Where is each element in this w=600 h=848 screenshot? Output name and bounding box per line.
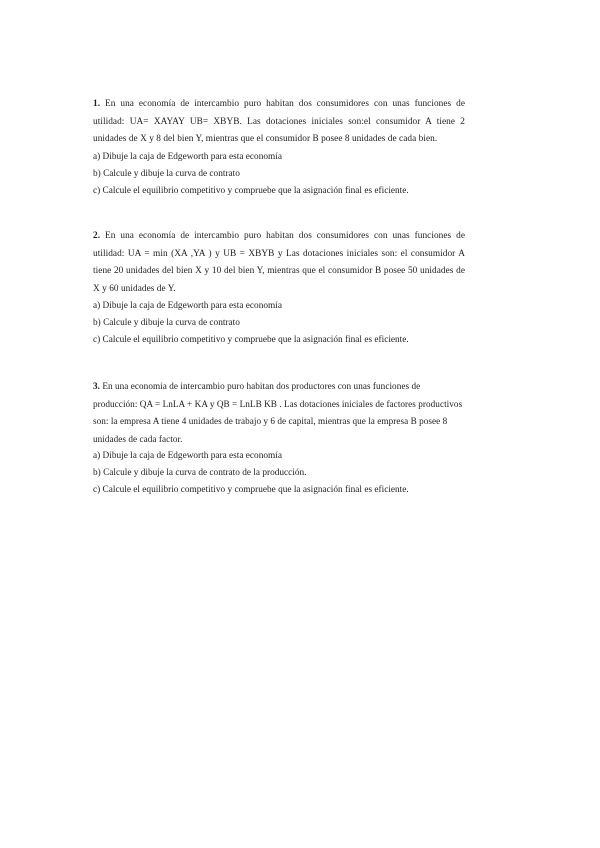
exercise-statement bbox=[93, 228, 465, 298]
statement-text: En una economía de intercambio puro habitan dos productores con unas funciones de producción: QA = LnLA + KA y QB = LnLB KB . Las dotaciones iniciales de factores productivos son: la empresa A tiene 4 unidades de trabajo y 6 de capital, mientras que la empresa B posee 8 unidades de cada factor. bbox=[93, 381, 463, 444]
exercise-2 bbox=[93, 228, 465, 349]
exercise-item-c: c) Calcule el equilibrio competitivo y compruebe que la asignación final es eficiente. bbox=[93, 335, 409, 345]
exercise-number: 1. bbox=[93, 99, 101, 109]
statement-text: En una economía de intercambio puro habitan dos consumidores con unas funciones de utilidad: UA= XAYAY UB= XBYB. Las dotaciones iniciales son:el consumidor A tiene 2 unidades de X y 8 del bien Y, mientras que el consumidor B posee 8 unidades de cada bien. bbox=[93, 99, 466, 144]
exercise-1 bbox=[93, 96, 465, 200]
exercise-item-a: a) Dibuje la caja de Edgeworth para esta economía bbox=[93, 151, 282, 162]
exercise-item-b: b) Calcule y dibuje la curva de contrato bbox=[93, 318, 240, 328]
exercise-item-c: c) Calcule el equilibrio competitivo y compruebe que la asignación final es eficiente. bbox=[93, 185, 409, 196]
exercise-item-c: c) Calcule el equilibrio competitivo y compruebe que la asignación final es eficiente. bbox=[93, 485, 409, 495]
exercise-item-a: a) Dibuje la caja de Edgeworth para esta economía bbox=[93, 301, 282, 311]
exercise-statement bbox=[93, 378, 465, 448]
statement-text: En una economía de intercambio puro habitan dos consumidores con unas funciones de utilidad: UA = min (XA ,YA ) y UB = XBYB y Las dotaciones iniciales son: el consumidor A tiene 20 unidades del bien X y 10 del bien Y, mientras que el consumidor B posee 50 unidades de X y 60 unidades de Y. bbox=[93, 231, 466, 294]
exercise-3 bbox=[93, 378, 465, 499]
exercise-item-b: b) Calcule y dibuje la curva de contrato de la producción. bbox=[93, 468, 307, 478]
exercise-number: 3. bbox=[93, 381, 100, 391]
exercise-statement bbox=[93, 96, 465, 149]
exercise-item-b: b) Calcule y dibuje la curva de contrato bbox=[93, 168, 240, 179]
exercise-item-a: a) Dibuje la caja de Edgeworth para esta economía bbox=[93, 451, 282, 461]
exercise-number: 2. bbox=[93, 231, 101, 241]
